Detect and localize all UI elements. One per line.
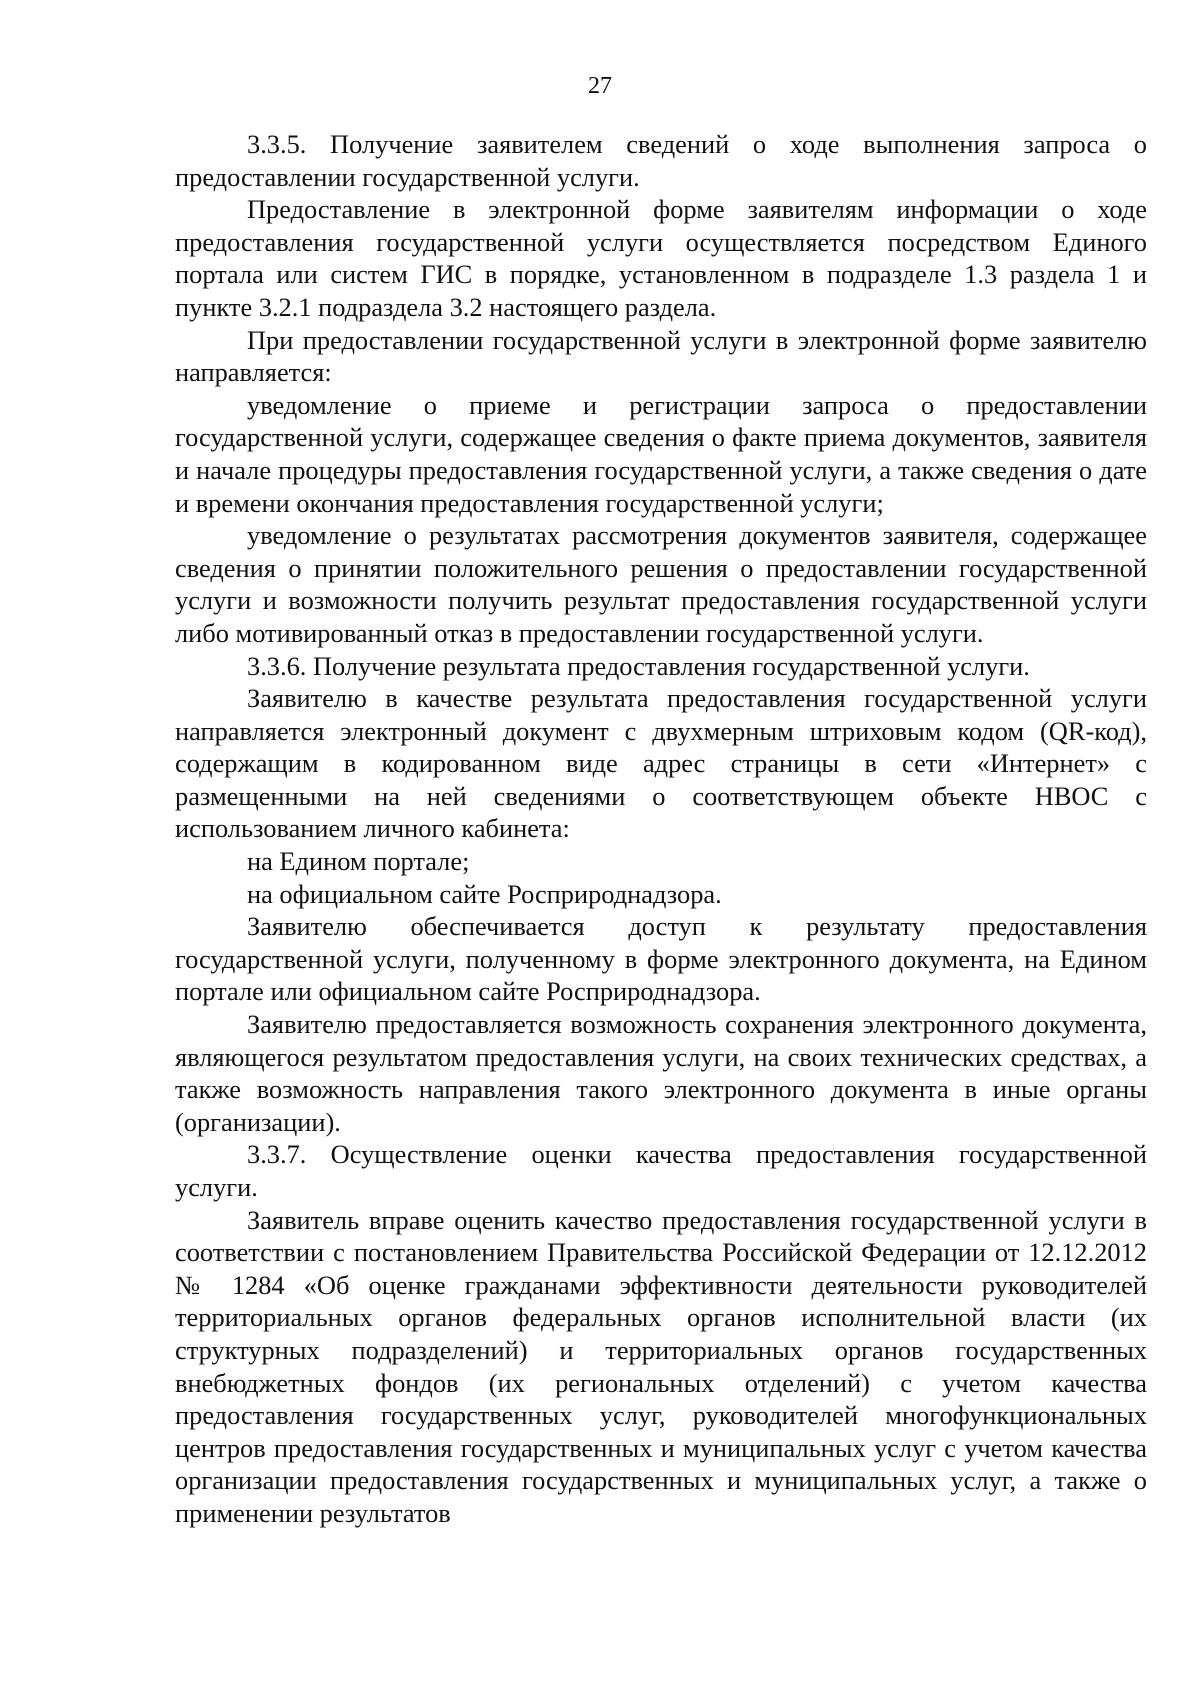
- list-item-official-site: на официальном сайте Росприроднадзора.: [247, 878, 722, 909]
- paragraph-3-3-6-heading: 3.3.6. Получение результата предоставления государственной услуги.: [247, 650, 1030, 681]
- paragraph-quality-assessment: Заявитель вправе оценить качество предоставления государственной услуги в соответствии с постановлением Правительства Российской Федерации от 12.12.2012 № 1284 «Об оценке гражданами эффективности деятельности руководителей территориальных органов федеральных органов исполнительной власти (их структурных подразделений) и территориальных органов государственных внебюджетных фондов (их региональных отделений) с учетом качества предоставления государственных услуг, руководителей многофункциональных центров предоставления государственных и муниципальных услуг с учетом качества организации предоставления государственных и муниципальных услуг, а также о применении результатов: [175, 1204, 1147, 1528]
- paragraph-result-access: Заявителю обеспечивается доступ к результату предоставления государственной услуги, полученному в форме электронного документа, на Едином портале или официальном сайте Росприроднадзора.: [175, 911, 1147, 1007]
- paragraph-result-document: Заявителю в качестве результата предоставления государственной услуги направляется электронный документ с двухмерным штриховым кодом (QR-код), содержащим в кодированном виде адрес страницы в сети «Интернет» с размещенными на ней сведениями о соответствующем объекте НВОС с использованием личного кабинета:: [175, 683, 1147, 844]
- paragraph-notification-receipt: уведомление о приеме и регистрации запроса о предоставлении государственной услуги, содержащее сведения о факте приема документов, заявителя и начале процедуры предоставления государственной услуги, а также сведения о дате и времени окончания предоставления государственной услуги;: [175, 389, 1147, 518]
- list-item-unified-portal: на Едином портале;: [247, 846, 470, 877]
- paragraph-notification-results: уведомление о результатах рассмотрения документов заявителя, содержащее сведения о принятии положительного решения о предоставлении государственной услуги и возможности получить результат предоставления государственной услуги либо мотивированный отказ в предоставлении государственной услуги.: [175, 520, 1147, 648]
- paragraph-info-provision: Предоставление в электронной форме заявителям информации о ходе предоставления государственной услуги осуществляется посредством Единого портала или систем ГИС в порядке, установленном в подразделе 1.3 раздела 1 и пункте 3.2.1 подраздела 3.2 настоящего раздела.: [175, 194, 1147, 322]
- paragraph-result-saving: Заявителю предоставляется возможность сохранения электронного документа, являющегося результатом предоставления услуги, на своих технических средствах, а также возможность направления такого электронного документа в иные органы (организации).: [175, 1009, 1147, 1137]
- page-number: 27: [588, 73, 612, 99]
- paragraph-notification-intro: При предоставлении государственной услуги в электронной форме заявителю направляется:: [175, 324, 1147, 388]
- paragraph-3-3-7-heading: 3.3.7. Осуществление оценки качества предоставления государственной услуги.: [175, 1139, 1147, 1202]
- document-body: [175, 128, 1147, 1530]
- paragraph-3-3-5-heading: 3.3.5. Получение заявителем сведений о ходе выполнения запроса о предоставлении государственной услуги.: [175, 129, 1147, 192]
